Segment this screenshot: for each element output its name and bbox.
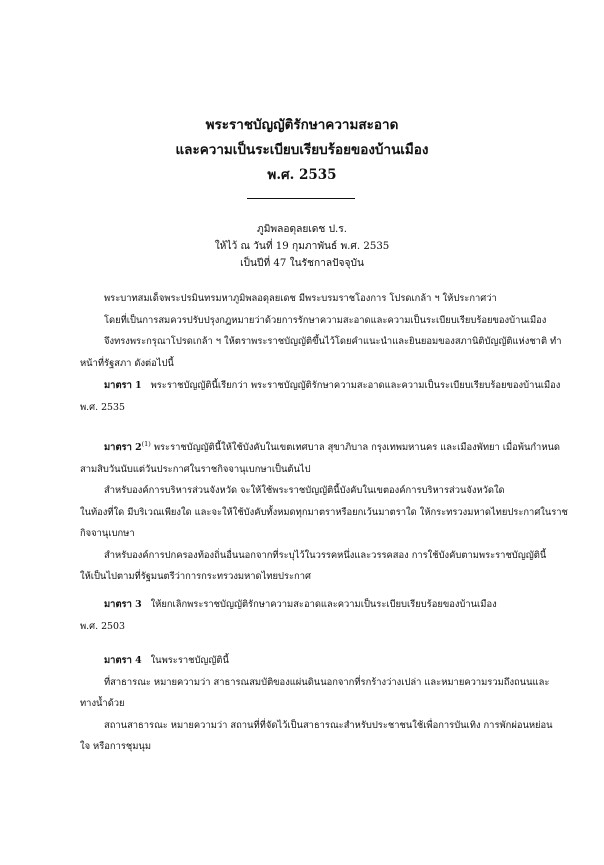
section-2 (80, 437, 568, 588)
section-2-para2-line: สำหรับองค์การบริหารส่วนจังหวัด จะให้ใช้พระราชบัญญัตินี้บังคับในเขตองค์การบริหารส่วนจังหวัดใด (104, 485, 505, 496)
section-4 (80, 650, 562, 758)
section-2-para3-line: สำหรับองค์การปกครองท้องถิ่นอื่นนอกจากที่ระบุไว้ในวรรคหนึ่งและวรรคสอง การใช้บังคับตามพระราชบัญญัตินี้ (104, 549, 547, 561)
signature-name: ภูมิพลอดุลยเดช ป.ร. (256, 224, 347, 235)
section-text: ให้ยกเลิกพระราชบัญญัติรักษาความสะอาดและความเป็นระเบียบเรียบร้อยของบ้านเมือง (150, 599, 497, 610)
section-1 (80, 375, 562, 418)
section-label: มาตรา 4 (104, 655, 142, 666)
section-text: ในพระราชบัญญัตินี้ (150, 655, 229, 666)
signature-date: ให้ไว้ ณ วันที่ 19 กุมภาพันธ์ พ.ศ. 2535 (214, 241, 390, 252)
section-2-para2-line: ในท้องที่ใด มีบริเวณเพียงใด และจะให้ใช้บังคับทั้งหมดทุกมาตราหรือยกเว้นมาตราใด ให้กระทรวงมหาดไทยประกาศในราช (80, 506, 568, 518)
preamble-line: พระบาทสมเด็จพระปรมินทรมหาภูมิพลอดุลยเดช มีพระบรมราชโองการ โปรดเกล้า ฯ ให้ประกาศว่า (104, 293, 497, 304)
preamble-line: จึงทรงพระกรุณาโปรดเกล้า ฯ ให้ตราพระราชบัญญัติขึ้นไว้โดยคำแนะนำและยินยอมของสภานิติบัญญัติแห่งชาติ ทำ (104, 336, 562, 347)
title-divider (247, 198, 355, 199)
definition-line: ใจ หรือการชุมนุม (80, 741, 152, 752)
section-label: มาตรา 2 (104, 442, 142, 453)
royal-signature-block (0, 221, 604, 272)
section-3 (80, 594, 562, 637)
section-text: พระราชบัญญัตินี้ให้ใช้บังคับในเขตเทศบาล สุขาภิบาล กรุงเทพมหานคร และเมืองพัทยา เมื่อพ้นกำหนด (153, 442, 560, 453)
section-2-para2-line: กิจจานุเบกษา (80, 528, 135, 539)
title-line-3: พ.ศ. 2535 (267, 167, 337, 183)
section-2-line-cont: สามสิบวันนับแต่วันประกาศในราชกิจจานุเบกษาเป็นต้นไป (80, 463, 311, 475)
signature-reign-year: เป็นปีที่ 47 ในรัชกาลปัจจุบัน (240, 258, 364, 269)
definition-line: สถานสาธารณะ หมายความว่า สถานที่ที่จัดไว้เป็นสาธารณะสำหรับประชาชนใช้เพื่อการบันเทิง การพักผ่อนหย่อน (104, 719, 553, 731)
section-2-line (80, 437, 562, 459)
section-1-line-cont: พ.ศ. 2535 (80, 401, 125, 413)
title-line-2: และความเป็นระเบียบเรียบร้อยของบ้านเมือง (175, 142, 429, 158)
definition-line: ทางน้ำด้วย (80, 698, 125, 709)
preamble (80, 288, 562, 374)
section-4-line (80, 650, 562, 672)
section-3-line-cont: พ.ศ. 2503 (80, 620, 125, 632)
section-label: มาตรา 3 (104, 599, 142, 610)
section-label: มาตรา 1 (104, 380, 142, 391)
section-2-para3-line: ให้เป็นไปตามที่รัฐมนตรีว่าการกระทรวงมหาดไทยประกาศ (80, 571, 311, 582)
preamble-line: หน้าที่รัฐสภา ดังต่อไปนี้ (80, 357, 174, 369)
footnote-marker: (1) (141, 439, 151, 448)
definition-line: ที่สาธารณะ หมายความว่า สาธารณสมบัติของแผ่นดินนอกจากที่รกร้างว่างเปล่า และหมายความรวมถึงถนนและ (104, 676, 550, 688)
section-text: พระราชบัญญัตินี้เรียกว่า พระราชบัญญัติรักษาความสะอาดและความเป็นระเบียบเรียบร้อยของบ้านเมือง (150, 380, 561, 391)
section-3-line (80, 594, 562, 616)
section-1-line (80, 375, 562, 397)
preamble-line: โดยที่เป็นการสมควรปรับปรุงกฎหมายว่าด้วยการรักษาความสะอาดและความเป็นระเบียบเรียบร้อยของบ้านเมือง (104, 314, 547, 326)
title-line-1: พระราชบัญญัติรักษาความสะอาด (205, 117, 399, 133)
act-title (0, 113, 604, 188)
